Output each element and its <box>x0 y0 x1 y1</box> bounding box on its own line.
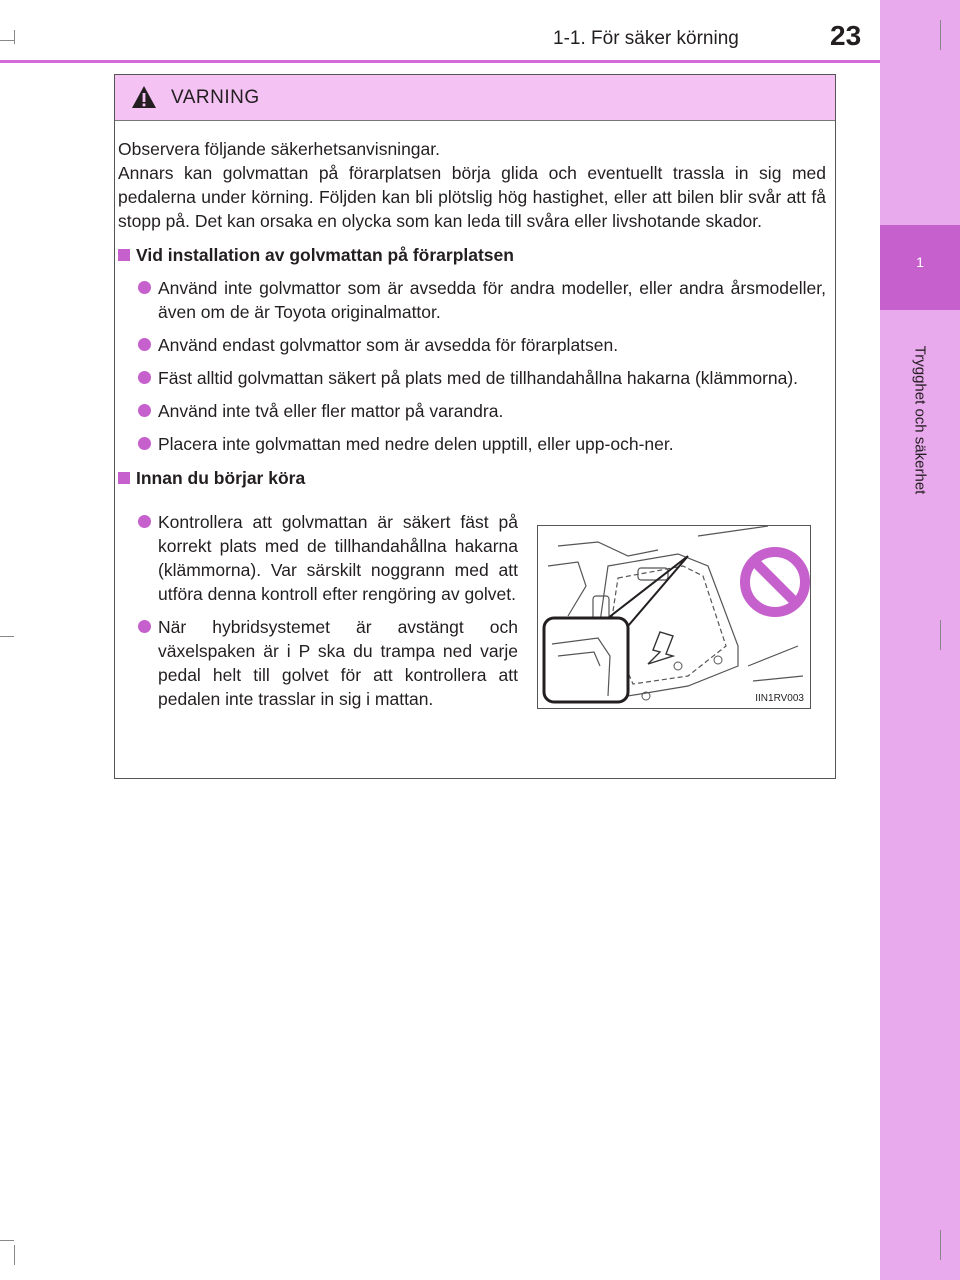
crop-mark <box>0 1240 14 1241</box>
left-column <box>118 496 518 711</box>
round-bullet-icon <box>138 338 151 351</box>
list-item <box>138 432 826 456</box>
list-item-text: Använd inte två eller fler mattor på varandra. <box>158 401 504 421</box>
list-item-text: Kontrollera att golvmattan är säkert fäst på korrekt plats med de tillhandahållna hakarna (klämmorna). Var särskilt noggrann med att utföra denna kontroll efter rengöring av golvet. <box>158 512 518 604</box>
list-item <box>138 366 826 390</box>
round-bullet-icon <box>138 620 151 633</box>
floor-mat-illustration <box>537 525 811 709</box>
crop-mark <box>940 1230 941 1260</box>
page-number: 23 <box>830 20 862 51</box>
warning-header <box>115 75 835 121</box>
chapter-number: 1 <box>916 254 924 270</box>
round-bullet-icon <box>138 371 151 384</box>
warning-box <box>114 74 836 779</box>
list-item-text: Placera inte golvmattan med nedre delen upptill, eller upp-och-ner. <box>158 434 674 454</box>
list-item <box>138 615 518 711</box>
section-heading-before-driving <box>118 466 826 490</box>
warning-label: VARNING <box>171 87 260 108</box>
crop-mark <box>940 20 941 50</box>
square-bullet-icon <box>118 249 130 261</box>
section-title: 1-1. För säker körning <box>553 28 739 49</box>
side-tab-bar <box>880 0 960 1280</box>
list-item <box>138 510 518 606</box>
intro-paragraph: Annars kan golvmattan på förarplatsen börja glida och eventuellt trassla in sig med pedalerna under körning. Följden kan bli plötslig hög hastighet, eller att bilen blir svår att få stopp på. Det kan orsaka en olycka som kan leda till svåra eller livshotande skador. <box>118 163 826 231</box>
intro-line-1: Observera följande säkerhetsanvisningar. <box>118 139 440 159</box>
chapter-title: Trygghet och säkerhet <box>911 345 929 495</box>
crop-mark <box>0 40 14 41</box>
floor-mat-drawing <box>538 526 811 709</box>
header-rule <box>0 60 880 63</box>
heading-text: Innan du börjar köra <box>136 468 306 488</box>
section-heading-installation <box>118 243 826 267</box>
list-item <box>138 399 826 423</box>
round-bullet-icon <box>138 437 151 450</box>
list-item <box>138 333 826 357</box>
list-item-text: När hybridsystemet är avstängt och växelspaken är i P ska du trampa ned varje pedal helt till golvet för att kontrollera att pedalen inte trasslar in sig i mattan. <box>158 617 518 709</box>
list-item-text: Fäst alltid golvmattan säkert på plats med de tillhandahållna hakarna (klämmorna). <box>158 368 799 388</box>
heading-text: Vid installation av golvmattan på förarplatsen <box>136 245 514 265</box>
figure-code: IIN1RV003 <box>755 693 804 704</box>
round-bullet-icon <box>138 404 151 417</box>
crop-mark <box>14 1245 15 1265</box>
square-bullet-icon <box>118 472 130 484</box>
crop-mark <box>940 620 941 650</box>
list-item <box>138 276 826 324</box>
crop-mark <box>0 636 14 637</box>
warning-triangle-icon <box>131 85 157 109</box>
round-bullet-icon <box>138 515 151 528</box>
crop-mark <box>14 30 15 44</box>
round-bullet-icon <box>138 281 151 294</box>
list-item-text: Använd endast golvmattor som är avsedda för förarplatsen. <box>158 335 619 355</box>
list-item-text: Använd inte golvmattor som är avsedda för andra modeller, eller andra årsmodeller, även om de är Toyota originalmattor. <box>158 278 826 322</box>
